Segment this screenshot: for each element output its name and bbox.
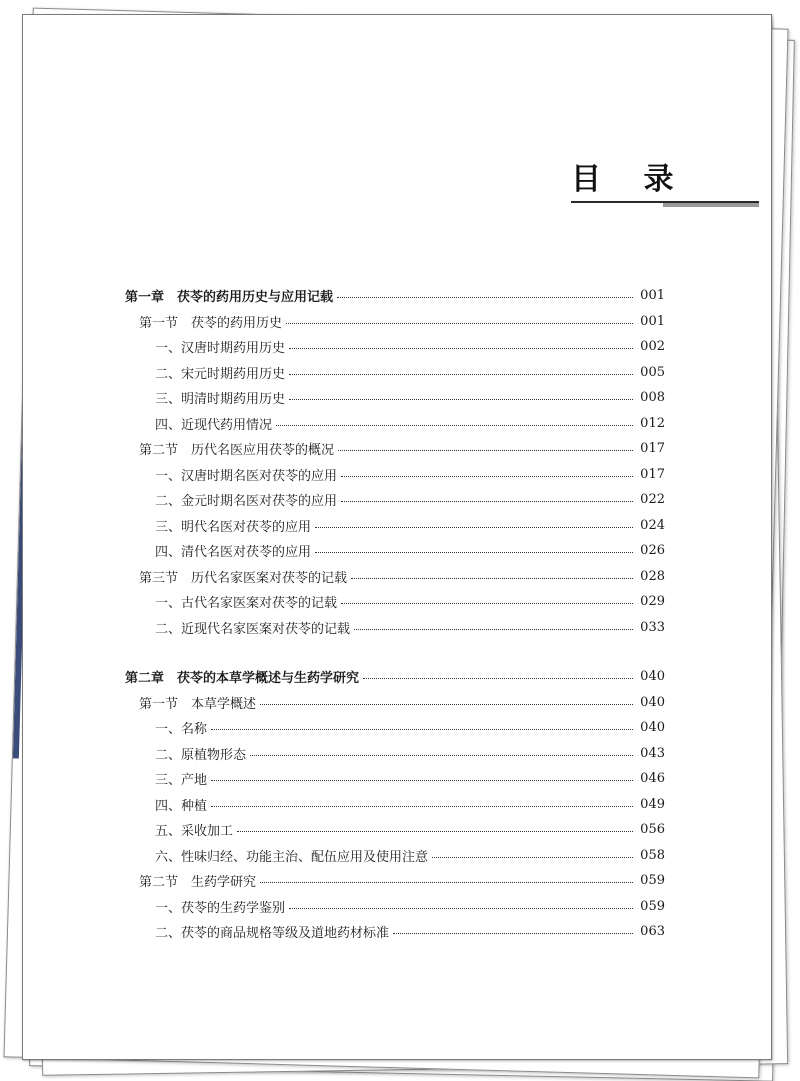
toc-leader-dots [341,501,633,502]
toc-subsection-entry[interactable] [125,385,665,411]
toc-subsection-entry[interactable] [125,766,665,792]
toc-section-entry[interactable] [125,564,665,590]
toc-leader-dots [337,297,633,298]
toc-subsection-entry[interactable] [125,487,665,513]
toc-entry-label: 四、种植 [155,798,208,814]
toc-section-entry[interactable] [125,868,665,894]
page-title: 目 录 [571,162,690,197]
toc-subsection-entry[interactable] [125,843,665,869]
toc-leader-dots [211,729,633,730]
toc-subsection-entry[interactable] [125,715,665,741]
toc-entry-label: 三、明代名医对茯苓的应用 [155,519,312,535]
toc-chapter-entry[interactable] [125,283,665,309]
toc-leader-dots [211,780,633,781]
toc-leader-dots [351,578,633,579]
toc-entry-label: 第二节 生药学研究 [139,875,257,891]
toc-leader-dots [211,806,633,807]
toc-subsection-entry[interactable] [125,919,665,945]
toc-page-number: 043 [640,745,665,761]
toc-page-number: 022 [640,492,665,508]
toc-subsection-entry[interactable] [125,538,665,564]
toc-page-number: 063 [640,924,665,940]
toc-entry-label: 三、明清时期药用历史 [155,392,286,408]
toc-entry-label: 一、汉唐时期药用历史 [155,341,286,357]
toc-leader-dots [289,399,633,400]
toc-page-number: 024 [640,517,665,533]
toc-leader-dots [260,704,633,705]
toc-entry-label: 二、茯苓的商品规格等级及道地药材标准 [155,926,390,942]
title-underline-accent [663,203,759,207]
toc-subsection-entry[interactable] [125,589,665,615]
toc-section-entry[interactable] [125,690,665,716]
toc-subsection-entry[interactable] [125,792,665,818]
toc-entry-label: 四、近现代药用情况 [155,417,273,433]
toc-entry-label: 一、古代名家医案对茯苓的记载 [155,596,338,612]
toc-page-number: 028 [640,568,665,584]
toc-page-number: 046 [640,771,665,787]
toc-subsection-entry[interactable] [125,411,665,437]
toc-entry-label: 第一章 茯苓的药用历史与应用记载 [125,290,334,306]
toc-page-number: 002 [640,339,665,355]
toc-page-number: 001 [640,313,665,329]
toc-page-number: 056 [640,822,665,838]
toc-leader-dots [354,629,633,630]
toc-entry-label: 二、近现代名家医案对茯苓的记载 [155,621,351,637]
toc-page-number: 040 [640,720,665,736]
toc-entry-label: 三、产地 [155,773,208,789]
toc-leader-dots [341,603,633,604]
toc-page-number: 008 [640,390,665,406]
toc-leader-dots [363,678,633,679]
toc-subsection-entry[interactable] [125,817,665,843]
toc-entry-label: 四、清代名医对茯苓的应用 [155,545,312,561]
toc-page [22,14,772,1060]
toc-leader-dots [286,323,633,324]
toc-leader-dots [260,882,633,883]
toc-leader-dots [315,552,633,553]
toc-leader-dots [289,908,633,909]
toc-leader-dots [289,348,633,349]
toc-page-number: 017 [640,441,665,457]
toc-page-number: 012 [640,415,665,431]
toc-entry-label: 六、性味归经、功能主治、配伍应用及使用注意 [155,849,429,865]
toc-subsection-entry[interactable] [125,360,665,386]
toc-page-number: 017 [640,466,665,482]
toc-page-number: 040 [640,669,665,685]
toc-entry-label: 一、汉唐时期名医对茯苓的应用 [155,468,338,484]
toc-section-entry[interactable] [125,309,665,335]
toc-entry-label: 第一节 本草学概述 [139,696,257,712]
toc-leader-dots [237,831,633,832]
toc-page-number: 049 [640,796,665,812]
toc-entry-label: 五、采收加工 [155,824,234,840]
toc-entry-label: 二、金元时期名医对茯苓的应用 [155,494,338,510]
toc-entry-label: 第一节 茯苓的药用历史 [139,315,283,331]
toc-page-number: 059 [640,898,665,914]
toc-entry-label: 二、宋元时期药用历史 [155,366,286,382]
toc-entry-label: 一、名称 [155,722,208,738]
toc-leader-dots [341,476,633,477]
toc-leader-dots [276,425,633,426]
toc-subsection-entry[interactable] [125,462,665,488]
toc-page-number: 059 [640,873,665,889]
toc-section-entry[interactable] [125,436,665,462]
toc-subsection-entry[interactable] [125,741,665,767]
toc-page-number: 033 [640,619,665,635]
toc-page-number: 005 [640,364,665,380]
toc-page-number: 040 [640,694,665,710]
toc-leader-dots [432,857,633,858]
toc-subsection-entry[interactable] [125,334,665,360]
table-of-contents [125,283,665,945]
toc-entry-label: 二、原植物形态 [155,747,247,763]
toc-subsection-entry[interactable] [125,894,665,920]
toc-subsection-entry[interactable] [125,615,665,641]
toc-subsection-entry[interactable] [125,513,665,539]
toc-leader-dots [338,450,633,451]
toc-entry-label: 第三节 历代名家医案对茯苓的记载 [139,570,348,586]
title-block [571,163,761,203]
toc-page-number: 029 [640,594,665,610]
toc-leader-dots [315,527,633,528]
toc-entry-label: 第二章 茯苓的本草学概述与生药学研究 [125,671,360,687]
toc-leader-dots [393,933,633,934]
toc-entry-label: 一、茯苓的生药学鉴别 [155,900,286,916]
toc-page-number: 058 [640,847,665,863]
toc-page-number: 001 [640,288,665,304]
toc-entry-label: 第二节 历代名医应用茯苓的概况 [139,443,335,459]
toc-chapter-entry[interactable] [125,664,665,690]
toc-leader-dots [289,374,633,375]
toc-leader-dots [250,755,633,756]
toc-page-number: 026 [640,543,665,559]
